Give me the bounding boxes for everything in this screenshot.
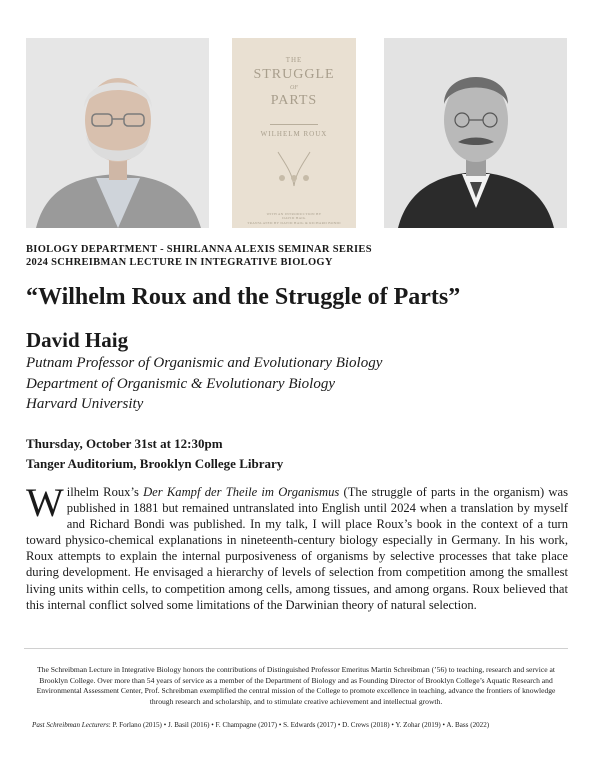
series-heading: BIOLOGY DEPARTMENT - SHIRLANNA ALEXIS SEMINAR SERIES [26, 244, 372, 255]
book-cover-parts: PARTS [270, 93, 318, 108]
abstract-text-body: (The struggle of parts in the organism) was published in 1881 but remained untranslated into English until 2024 when a translation by myself and Richard Bondi was published. In my talk, I will place Roux’s book in the context of a turn toward physico-chemical explanations in nineteenth-century biology especially in Germany. In his work, Roux attempts to explain the internal purposiveness of organisms by selective processes that take place during development. He envisaged a hierarchy of levels of selection from competition among the smallest living units within cells, to competition among cells, among tissues, and among organs. Roux believed that this internal conflict solved some limitations of the Darwinian theory of natural selection. [26, 485, 569, 612]
book-cover [232, 38, 356, 228]
book-cover-translators: TRANSLATED BY DAVID HAIG & RICHARD BONDI [247, 221, 341, 225]
speaker-department: Department of Organismic & Evolutionary Biology [26, 376, 335, 392]
past-lecturers-label: Past Schreibman Lecturers [32, 721, 109, 729]
abstract-book-title: Der Kampf der Theile im Organismus [143, 485, 340, 499]
book-cover-intro-label: WITH AN INTRODUCTION BY [266, 212, 322, 216]
book-cover-of: OF [290, 85, 298, 91]
book-cover-author: WILHELM ROUX [260, 130, 328, 138]
speaker-photo [26, 38, 209, 228]
book-cover-the: THE [285, 56, 303, 64]
past-lecturers-list: : P. Forlano (2015) • J. Basil (2016) • F. Champagne (2017) • S. Edwards (2017) • D. Crews (2018) • Y. Zohar (2019) • A. Bass (2022) [108, 721, 490, 729]
event-date-time: Thursday, October 31st at 12:30pm [26, 436, 223, 451]
book-cover-rule [270, 124, 318, 125]
speaker-institution: Harvard University [26, 396, 144, 412]
past-lecturers [32, 721, 572, 729]
footer-divider [24, 648, 568, 649]
book-cover-intro [232, 212, 356, 220]
roux-portrait-image [384, 38, 567, 228]
footer-dedication: The Schreibman Lecture in Integrative Biology honors the contributions of Distinguished Professor Emeritus Martin Schreibman (’56) to teaching, research and service at Brooklyn College. Over more than 54 years of service as a member of the Department of Biology and as Founding Director of Brooklyn College’s Aquatic Research and Environmental Assessment Center, Prof. Schreibman exemplified the central mission of the College to promote excellence in teaching, advance the frontiers of knowledge through research and scholarship, and to stimulate creative achievement and intellectual growth. [36, 665, 556, 706]
abstract [26, 480, 569, 613]
book-cover-intro-name: DAVID HAIG [282, 216, 306, 220]
book-cover-ornament-icon [274, 142, 314, 188]
lecture-heading: 2024 SCHREIBMAN LECTURE IN INTEGRATIVE BIOLOGY [26, 257, 333, 268]
book-cover-struggle: STRUGGLE [253, 67, 335, 82]
speaker-name: David Haig [26, 328, 129, 352]
speaker-position: Putnam Professor of Organismic and Evolutionary Biology [26, 355, 383, 371]
speaker-portrait-image [26, 38, 209, 228]
abstract-text-start: ilhelm Roux’s [66, 485, 144, 499]
roux-photo [384, 38, 567, 228]
abstract-dropcap: W [26, 480, 64, 525]
event-location: Tanger Auditorium, Brooklyn College Library [26, 456, 284, 471]
talk-title: “Wilhelm Roux and the Struggle of Parts” [26, 284, 461, 310]
